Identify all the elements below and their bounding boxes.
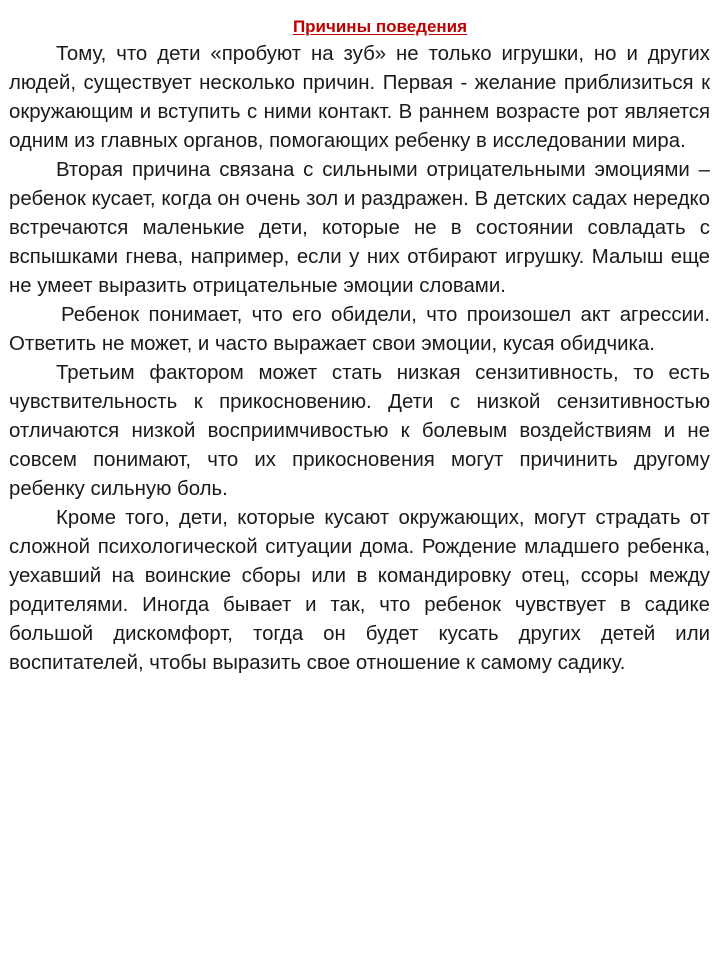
page-title: Причины поведения bbox=[292, 17, 468, 36]
paragraph-1: Тому, что дети «пробуют на зуб» не только игрушки, но и других людей, существует несколько причин. Первая - желание приблизиться к окружающим и вступить с ними контакт. В раннем возрасте рот является одним из главных органов, помогающих ребенку в исследовании мира. bbox=[9, 43, 710, 152]
paragraph-3: Ребенок понимает, что его обидели, что произошел акт агрессии. Ответить не может, и часто выражает свои эмоции, кусая обидчика. bbox=[9, 304, 710, 355]
paragraph-4: Третьим фактором может стать низкая сензитивность, то есть чувствительность к прикосновению. Дети с низкой сензитивностью отличаются низкой восприимчивостью к болевым воздействиям и не совсем понимают, что их прикосновения могут причинить другому ребенку сильную боль. bbox=[9, 362, 710, 500]
paragraph-5: Кроме того, дети, которые кусают окружающих, могут страдать от сложной психологической ситуации дома. Рождение младшего ребенка, уехавший на воинские сборы или в командировку отец, ссоры между родителями. Иногда бывает и так, что ребенок чувствует в садике большой дискомфорт, тогда он будет кусать других детей или воспитателей, чтобы выразить свое отношение к самому садику. bbox=[9, 507, 710, 674]
paragraph-2: Вторая причина связана с сильными отрицательными эмоциями – ребенок кусает, когда он очень зол и раздражен. В детских садах нередко встречаются маленькие дети, которые не в состоянии совладать с вспышками гнева, например, если у них отбирают игрушку. Малыш еще не умеет выразить отрицательные эмоции словами. bbox=[9, 159, 710, 297]
document-body bbox=[9, 40, 710, 678]
